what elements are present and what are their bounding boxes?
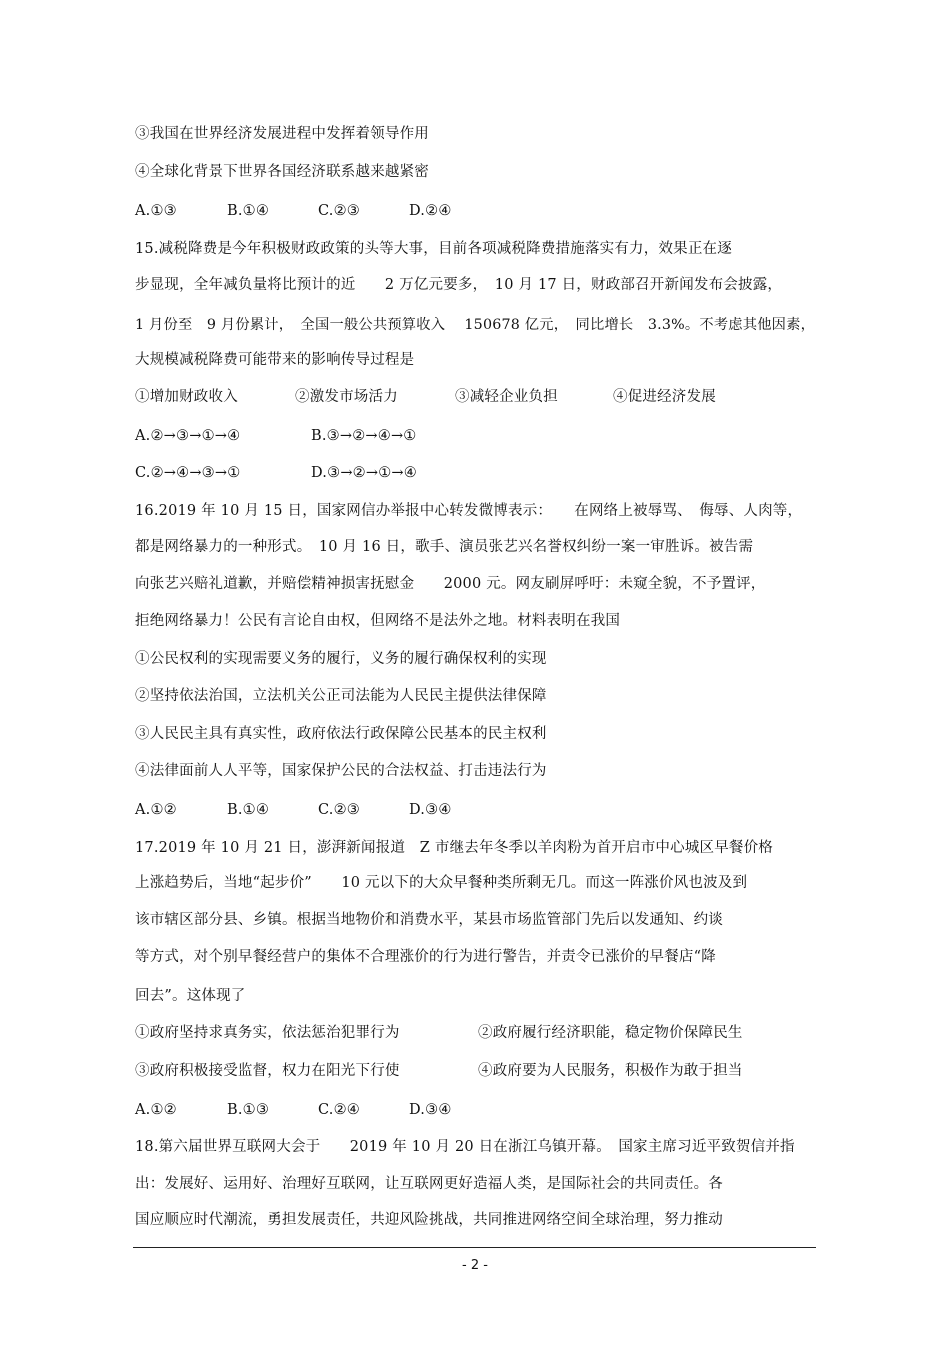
q14-item-4: ④全球化背景下世界各国经济联系越来越紧密	[135, 164, 429, 180]
option-a: A.①③	[135, 203, 177, 219]
option-d: D.②④	[409, 203, 452, 219]
q17-items-row-1	[135, 1023, 775, 1043]
option-d: D.③→②→①→④	[311, 465, 417, 481]
option-c: C.②③	[318, 802, 360, 818]
q17-item-2: ②政府履行经济职能，稳定物价保障民生	[478, 1025, 743, 1041]
q17-stem-line-5: 回去”。这体现了	[135, 988, 246, 1004]
option-c: C.②④	[318, 1102, 360, 1118]
q15-item-4: ④促进经济发展	[613, 389, 716, 405]
q17-items-row-2	[135, 1061, 775, 1081]
q14-options	[135, 201, 535, 221]
option-b: B.①③	[227, 1102, 270, 1118]
q16-item-3: ③人民民主具有真实性，政府依法行政保障公民基本的民主权利	[135, 726, 547, 742]
q15-stem-line-2: 步显现，全年减负量将比预计的近 2 万亿元要多， 10 月 17 日，财政部召开新闻发布会披露，	[135, 277, 783, 293]
q15-stem-line-4: 大规模减税降费可能带来的影响传导过程是	[135, 352, 415, 368]
q16-stem-line-3: 向张艺兴赔礼道歉，并赔偿精神损害抚慰金 2000 元。网友刷屏呼吁：未窥全貌，不予置评，	[135, 576, 766, 592]
q16-stem-line-4: 拒绝网络暴力！公民有言论自由权，但网络不是法外之地。材料表明在我国	[135, 613, 621, 629]
q15-item-1: ①增加财政收入	[135, 389, 238, 405]
q17-item-3: ③政府积极接受监督，权力在阳光下行使	[135, 1063, 400, 1079]
q16-item-2: ②坚持依法治国，立法机关公正司法能为人民民主提供法律保障	[135, 688, 547, 704]
q15-items	[135, 387, 775, 407]
q17-item-4: ④政府要为人民服务，积极作为敢于担当	[478, 1063, 743, 1079]
q18-stem-line-2: 出：发展好、运用好、治理好互联网，让互联网更好造福人类，是国际社会的共同责任。各	[135, 1176, 723, 1192]
page-number: - 2 -	[462, 1258, 488, 1273]
q17-stem-line-2: 上涨趋势后，当地“起步价” 10 元以下的大众早餐种类所剩无几。而这一阵涨价风也波及到	[135, 875, 748, 891]
q15-item-2: ②激发市场活力	[295, 389, 398, 405]
option-d: D.③④	[409, 1102, 452, 1118]
footer-divider	[133, 1247, 816, 1248]
q17-item-1: ①政府坚持求真务实，依法惩治犯罪行为	[135, 1025, 400, 1041]
option-a: A.②→③→①→④	[135, 428, 241, 444]
q17-stem-line-3: 该市辖区部分县、乡镇。根据当地物价和消费水平，某县市场监管部门先后以发通知、约谈	[135, 912, 723, 928]
option-b: B.③→②→④→①	[311, 428, 417, 444]
q16-item-4: ④法律面前人人平等，国家保护公民的合法权益、打击违法行为	[135, 763, 547, 779]
q17-stem-line-1: 17.2019 年 10 月 21 日，澎湃新闻报道 Z 市继去年冬季以羊肉粉为首开启市中心城区早餐价格	[135, 840, 773, 856]
option-c: C.②→④→③→①	[135, 465, 241, 481]
option-d: D.③④	[409, 802, 452, 818]
option-b: B.①④	[227, 802, 270, 818]
q16-item-1: ①公民权利的实现需要义务的履行，义务的履行确保权利的实现	[135, 651, 547, 667]
q17-options	[135, 1100, 535, 1120]
option-a: A.①②	[135, 1102, 177, 1118]
q18-stem-line-3: 国应顺应时代潮流，勇担发展责任，共迎风险挑战，共同推进网络空间全球治理，努力推动	[135, 1212, 723, 1228]
q16-options	[135, 800, 535, 820]
option-b: B.①④	[227, 203, 270, 219]
q17-stem-line-4: 等方式，对个别早餐经营户的集体不合理涨价的行为进行警告，并责令已涨价的早餐店“降	[135, 949, 716, 965]
q15-stem-line-3: 1 月份至 9 月份累计， 全国一般公共预算收入 150678 亿元， 同比增长 3.3%。不考虑其他因素，	[135, 317, 816, 333]
q16-stem-line-2: 都是网络暴力的一种形式。 10 月 16 日，歌手、演员张艺兴名誉权纠纷一案一审胜诉。被告需	[135, 539, 754, 555]
q15-options-row-1	[135, 426, 535, 446]
q15-options-row-2	[135, 463, 535, 483]
q18-stem-line-1: 18.第六届世界互联网大会于 2019 年 10 月 20 日在浙江乌镇开幕。 国家主席习近平致贺信并指	[135, 1139, 795, 1155]
q14-item-3: ③我国在世界经济发展进程中发挥着领导作用	[135, 126, 429, 142]
option-a: A.①②	[135, 802, 177, 818]
q15-item-3: ③减轻企业负担	[455, 389, 558, 405]
q15-stem-line-1: 15.减税降费是今年积极财政政策的头等大事，目前各项减税降费措施落实有力，效果正在逐	[135, 241, 732, 257]
q16-stem-line-1: 16.2019 年 10 月 15 日，国家网信办举报中心转发微博表示： 在网络上被辱骂、 侮辱、人肉等，	[135, 503, 803, 519]
option-c: C.②③	[318, 203, 360, 219]
